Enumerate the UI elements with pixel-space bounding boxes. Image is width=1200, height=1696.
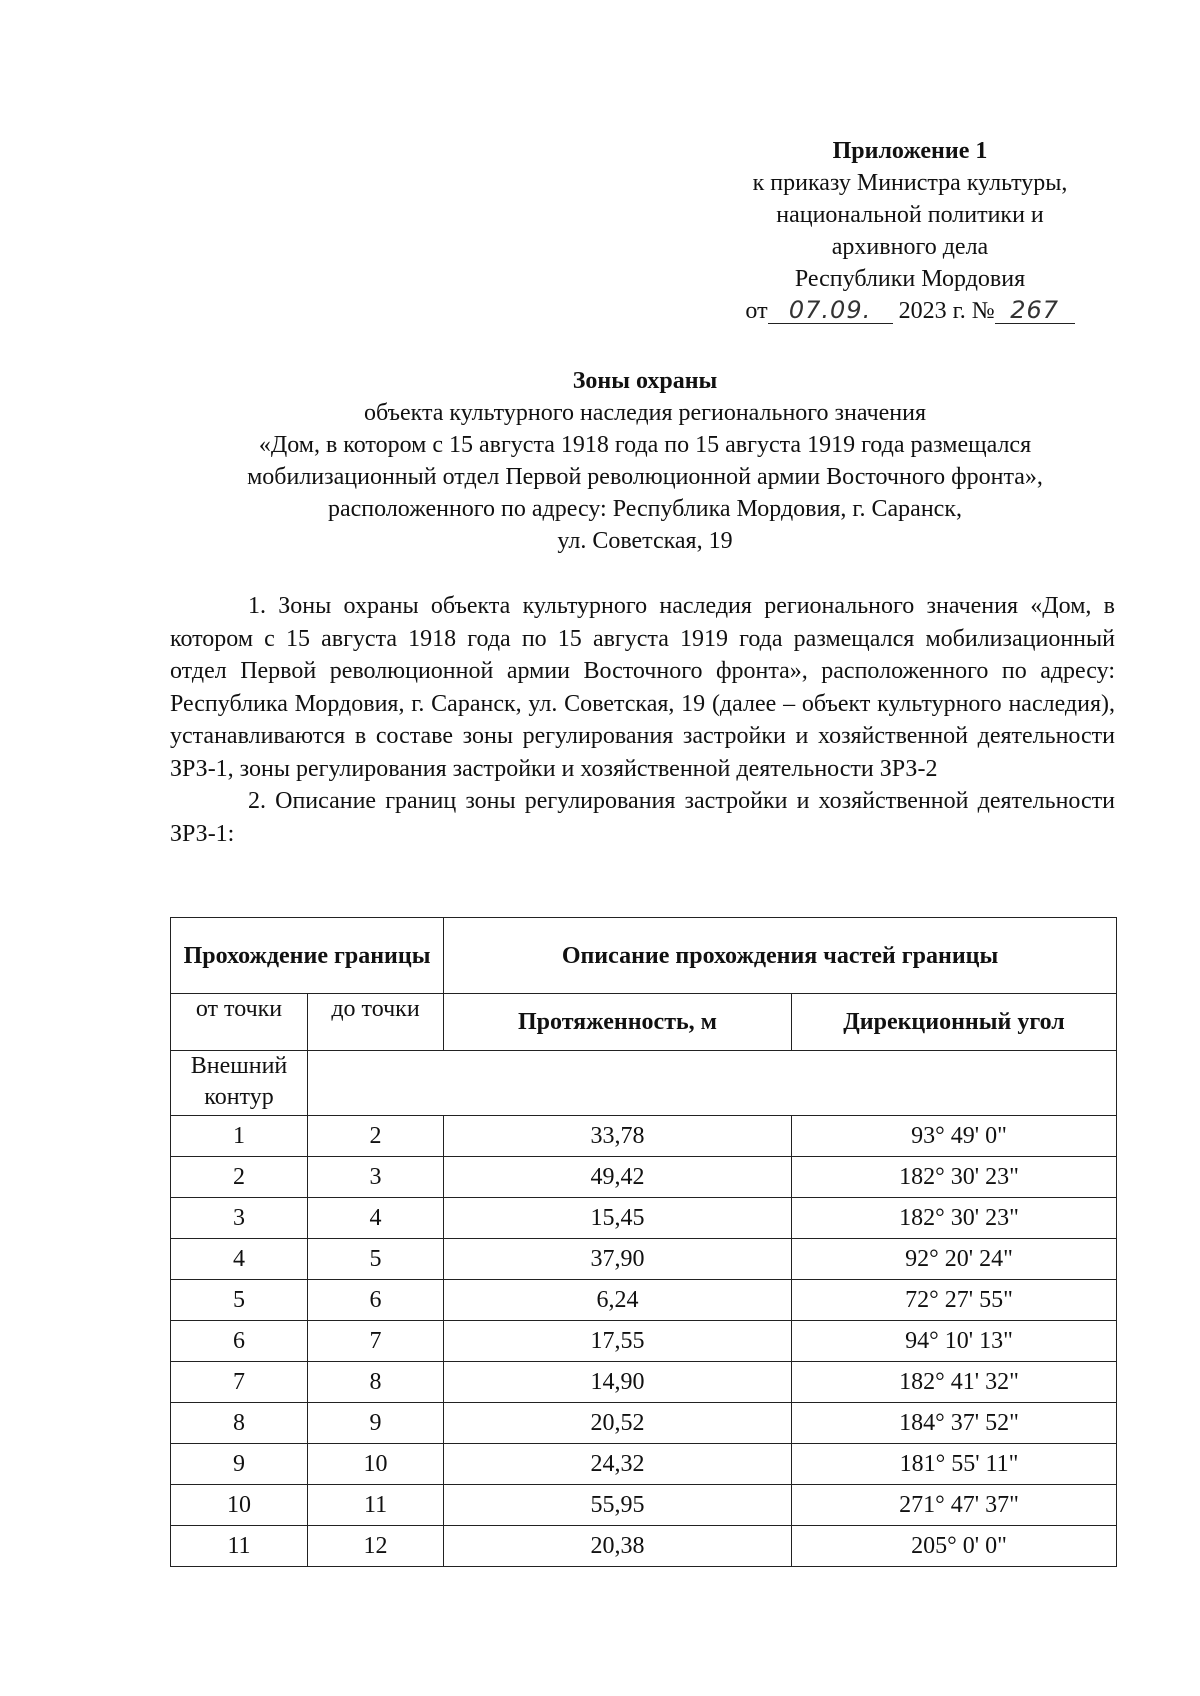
cell-length: 55,95 — [444, 1485, 792, 1526]
cell-angle: 184° 37' 52" — [792, 1403, 1117, 1444]
from-label: от — [745, 298, 768, 324]
table-row — [171, 1362, 1117, 1403]
table-row — [171, 1198, 1117, 1239]
col-to: до точки — [308, 994, 444, 1051]
appendix-title: Приложение 1 — [832, 138, 988, 164]
cell-length: 33,78 — [444, 1116, 792, 1157]
cell-angle: 205° 0' 0" — [792, 1526, 1117, 1567]
handwritten-date: 07.09. — [768, 297, 893, 324]
handwritten-number: 267 — [995, 297, 1075, 324]
table-row — [171, 1526, 1117, 1567]
paragraph-1: 1. Зоны охраны объекта культурного наследия регионального значения «Дом, в котором с 15 августа 1918 года по 15 августа 1919 года размещался мобилизационный отдел Первой революционной армии Восточного фронта», расположенного по адресу: Республика Мордовия, г. Саранск, ул. Советская, 19 (далее – объект культурного наследия), устанавливаются в составе зоны регулирования застройки и хозяйственной деятельности ЗРЗ-1, зоны регулирования застройки и хозяйственной деятельности ЗРЗ-2 — [170, 593, 1115, 782]
cell-length: 20,38 — [444, 1526, 792, 1567]
title-line-1: объекта культурного наследия регионального значения — [363, 400, 927, 426]
cell-from: 10 — [171, 1485, 308, 1526]
cell-to: 9 — [308, 1403, 444, 1444]
cell-from: 9 — [171, 1444, 308, 1485]
cell-to: 12 — [308, 1526, 444, 1567]
header-description: Описание прохождения частей границы — [444, 918, 1117, 994]
document-title — [150, 365, 1140, 557]
table-subheader-row — [171, 994, 1117, 1051]
col-from: от точки — [171, 994, 308, 1051]
body-text — [170, 590, 1115, 850]
cell-to: 4 — [308, 1198, 444, 1239]
table-row — [171, 1403, 1117, 1444]
title-line-5: ул. Советская, 19 — [557, 528, 733, 554]
boundary-table — [170, 917, 1117, 1567]
col-angle: Дирекционный угол — [792, 994, 1117, 1051]
cell-angle: 182° 30' 23" — [792, 1157, 1117, 1198]
appendix-header — [700, 135, 1120, 327]
cell-to: 3 — [308, 1157, 444, 1198]
cell-from: 11 — [171, 1526, 308, 1567]
cell-to: 6 — [308, 1280, 444, 1321]
cell-from: 1 — [171, 1116, 308, 1157]
table-body — [171, 1116, 1117, 1567]
paragraph-2: 2. Описание границ зоны регулирования застройки и хозяйственной деятельности ЗРЗ-1: — [170, 788, 1115, 847]
cell-from: 3 — [171, 1198, 308, 1239]
cell-to: 10 — [308, 1444, 444, 1485]
cell-from: 2 — [171, 1157, 308, 1198]
contour-empty — [308, 1051, 1117, 1116]
cell-length: 49,42 — [444, 1157, 792, 1198]
cell-angle: 93° 49' 0" — [792, 1116, 1117, 1157]
title-line-3: мобилизационный отдел Первой революционной армии Восточного фронта», — [247, 464, 1043, 490]
cell-angle: 72° 27' 55" — [792, 1280, 1117, 1321]
contour-row — [171, 1051, 1117, 1116]
cell-from: 6 — [171, 1321, 308, 1362]
cell-from: 8 — [171, 1403, 308, 1444]
cell-length: 37,90 — [444, 1239, 792, 1280]
cell-to: 5 — [308, 1239, 444, 1280]
year-text: 2023 г. № — [898, 298, 995, 324]
appendix-line-3: архивного дела — [831, 234, 989, 260]
cell-from: 5 — [171, 1280, 308, 1321]
appendix-dateline — [700, 295, 1120, 327]
cell-length: 14,90 — [444, 1362, 792, 1403]
appendix-line-2: национальной политики и — [776, 202, 1044, 228]
cell-length: 15,45 — [444, 1198, 792, 1239]
table-row — [171, 1280, 1117, 1321]
cell-length: 6,24 — [444, 1280, 792, 1321]
title-line-4: расположенного по адресу: Республика Мордовия, г. Саранск, — [327, 496, 962, 522]
cell-angle: 181° 55' 11" — [792, 1444, 1117, 1485]
table-row — [171, 1485, 1117, 1526]
header-passage: Прохождение границы — [171, 918, 444, 994]
appendix-line-1: к приказу Министра культуры, — [752, 170, 1068, 196]
cell-angle: 182° 30' 23" — [792, 1198, 1117, 1239]
contour-label: Внешний контур — [171, 1051, 308, 1116]
cell-from: 7 — [171, 1362, 308, 1403]
cell-angle: 182° 41' 32" — [792, 1362, 1117, 1403]
table-header-row — [171, 918, 1117, 994]
table-row — [171, 1239, 1117, 1280]
cell-length: 24,32 — [444, 1444, 792, 1485]
cell-length: 20,52 — [444, 1403, 792, 1444]
table-row — [171, 1116, 1117, 1157]
table-row — [171, 1444, 1117, 1485]
cell-to: 7 — [308, 1321, 444, 1362]
cell-angle: 92° 20' 24" — [792, 1239, 1117, 1280]
cell-angle: 271° 47' 37" — [792, 1485, 1117, 1526]
title-line-2: «Дом, в котором с 15 августа 1918 года по 15 августа 1919 года размещался — [258, 432, 1032, 458]
table-row — [171, 1157, 1117, 1198]
cell-from: 4 — [171, 1239, 308, 1280]
appendix-line-4: Республики Мордовия — [794, 266, 1026, 292]
col-length: Протяженность, м — [444, 994, 792, 1051]
cell-to: 8 — [308, 1362, 444, 1403]
cell-length: 17,55 — [444, 1321, 792, 1362]
cell-to: 11 — [308, 1485, 444, 1526]
cell-to: 2 — [308, 1116, 444, 1157]
cell-angle: 94° 10' 13" — [792, 1321, 1117, 1362]
table-row — [171, 1321, 1117, 1362]
title-main: Зоны охраны — [572, 368, 718, 394]
